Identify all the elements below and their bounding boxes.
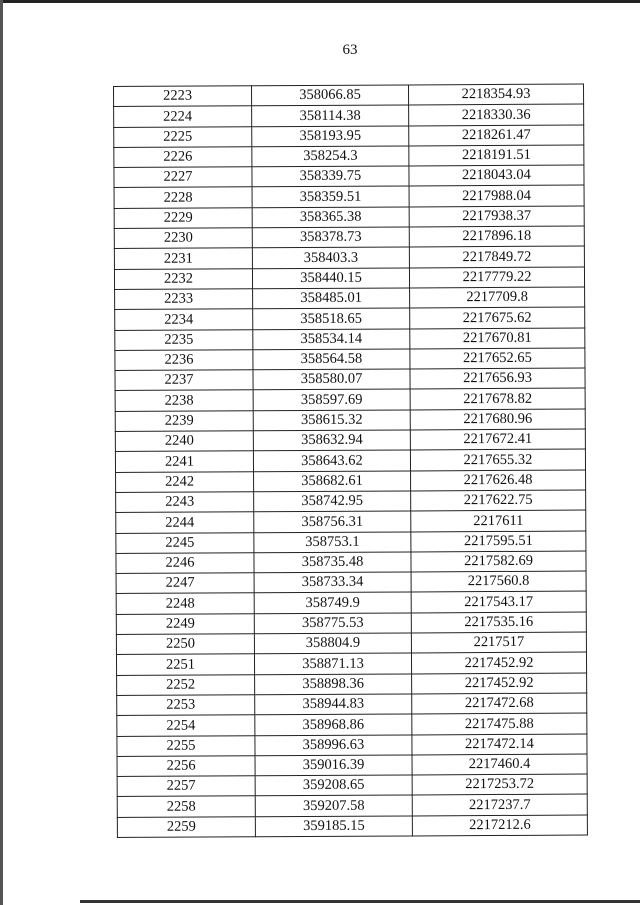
y-coordinate-cell: 2217472.68: [412, 693, 587, 714]
x-coordinate-cell: 358632.94: [253, 430, 410, 451]
x-coordinate-cell: 358114.38: [252, 105, 409, 126]
scan-top-edge: [0, 0, 640, 3]
table-row: [114, 145, 584, 168]
table-row: [115, 348, 585, 371]
table-row: [117, 673, 587, 696]
x-coordinate-cell: 358440.15: [252, 268, 409, 289]
x-coordinate-cell: 358996.63: [255, 734, 412, 755]
x-coordinate-cell: 358403.3: [252, 247, 409, 268]
table-row: [115, 287, 585, 310]
point-id-cell: 2258: [117, 796, 255, 817]
point-id-cell: 2249: [116, 613, 254, 634]
scan-left-edge: [0, 0, 3, 905]
y-coordinate-cell: 2217622.75: [411, 490, 586, 511]
point-id-cell: 2225: [114, 126, 252, 147]
x-coordinate-cell: 358804.9: [254, 633, 411, 654]
y-coordinate-cell: 2217896.18: [409, 226, 584, 247]
point-id-cell: 2246: [116, 553, 254, 574]
table-row: [117, 754, 587, 777]
y-coordinate-cell: 2217678.82: [410, 388, 585, 409]
table-row: [117, 774, 587, 797]
y-coordinate-cell: 2217475.88: [412, 713, 587, 734]
point-id-cell: 2231: [114, 248, 252, 269]
y-coordinate-cell: 2217670.81: [410, 328, 585, 349]
x-coordinate-cell: 358749.9: [254, 592, 411, 613]
table-row: [116, 652, 586, 675]
y-coordinate-cell: 2218191.51: [409, 145, 584, 166]
x-coordinate-cell: 358534.14: [253, 329, 410, 350]
table-row: [114, 125, 584, 148]
table-row: [114, 104, 584, 127]
y-coordinate-cell: 2217535.16: [411, 612, 586, 633]
x-coordinate-cell: 358775.53: [254, 613, 411, 634]
point-id-cell: 2226: [114, 147, 252, 168]
point-id-cell: 2241: [115, 451, 253, 472]
table-row: [116, 612, 586, 635]
table-row: [115, 307, 585, 330]
point-id-cell: 2238: [115, 390, 253, 411]
x-coordinate-cell: 358898.36: [255, 674, 412, 695]
table-row: [117, 693, 587, 716]
table-row: [116, 490, 586, 513]
point-id-cell: 2250: [116, 634, 254, 655]
table-row: [117, 713, 587, 736]
point-id-cell: 2240: [115, 431, 253, 452]
table-row: [116, 571, 586, 594]
x-coordinate-cell: 358365.38: [252, 207, 409, 228]
coordinate-table-body: [114, 84, 588, 837]
x-coordinate-cell: 358359.51: [252, 186, 409, 207]
table-row: [114, 165, 584, 188]
y-coordinate-cell: 2217709.8: [410, 287, 585, 308]
point-id-cell: 2236: [115, 350, 253, 371]
point-id-cell: 2252: [117, 674, 255, 695]
point-id-cell: 2259: [117, 816, 255, 837]
table-row: [114, 246, 584, 269]
x-coordinate-cell: 358518.65: [253, 308, 410, 329]
x-coordinate-cell: 358944.83: [255, 694, 412, 715]
x-coordinate-cell: 358597.69: [253, 389, 410, 410]
table-row: [117, 815, 587, 838]
scan-bottom-edge: [80, 900, 640, 903]
table-row: [116, 531, 586, 554]
x-coordinate-cell: 358756.31: [254, 511, 411, 532]
x-coordinate-cell: 358254.3: [252, 146, 409, 167]
table-row: [116, 510, 586, 533]
x-coordinate-cell: 358733.34: [254, 572, 411, 593]
point-id-cell: 2251: [116, 654, 254, 675]
table-row: [117, 794, 587, 817]
table-row: [114, 226, 584, 249]
point-id-cell: 2248: [116, 593, 254, 614]
point-id-cell: 2234: [115, 309, 253, 330]
y-coordinate-cell: 2218261.47: [409, 125, 584, 146]
y-coordinate-cell: 2217452.92: [412, 673, 587, 694]
y-coordinate-cell: 2217472.14: [412, 734, 587, 755]
point-id-cell: 2257: [117, 776, 255, 797]
x-coordinate-cell: 358682.61: [254, 471, 411, 492]
y-coordinate-cell: 2217656.93: [410, 368, 585, 389]
x-coordinate-cell: 358580.07: [253, 369, 410, 390]
x-coordinate-cell: 358968.86: [255, 714, 412, 735]
point-id-cell: 2243: [116, 492, 254, 513]
point-id-cell: 2247: [116, 573, 254, 594]
point-id-cell: 2255: [117, 735, 255, 756]
table-row: [114, 186, 584, 209]
y-coordinate-cell: 2217452.92: [411, 652, 586, 673]
y-coordinate-cell: 2217560.8: [411, 571, 586, 592]
point-id-cell: 2254: [117, 715, 255, 736]
x-coordinate-cell: 358735.48: [254, 552, 411, 573]
x-coordinate-cell: 358753.1: [254, 531, 411, 552]
y-coordinate-cell: 2217988.04: [409, 186, 584, 207]
x-coordinate-cell: 358742.95: [254, 491, 411, 512]
y-coordinate-cell: 2217779.22: [409, 267, 584, 288]
y-coordinate-cell: 2217652.65: [410, 348, 585, 369]
x-coordinate-cell: 359185.15: [255, 816, 412, 837]
point-id-cell: 2233: [115, 289, 253, 310]
table-row: [114, 206, 584, 229]
table-row: [116, 470, 586, 493]
table-row: [115, 328, 585, 351]
x-coordinate-cell: 358378.73: [252, 227, 409, 248]
y-coordinate-cell: 2218354.93: [408, 84, 583, 105]
point-id-cell: 2253: [117, 695, 255, 716]
y-coordinate-cell: 2217626.48: [411, 470, 586, 491]
point-id-cell: 2224: [114, 106, 252, 127]
table-row: [115, 449, 585, 472]
x-coordinate-cell: 358871.13: [254, 653, 411, 674]
y-coordinate-cell: 2217595.51: [411, 531, 586, 552]
table-row: [116, 632, 586, 655]
y-coordinate-cell: 2218043.04: [409, 165, 584, 186]
x-coordinate-cell: 359016.39: [255, 755, 412, 776]
x-coordinate-cell: 359208.65: [255, 775, 412, 796]
y-coordinate-cell: 2217517: [411, 632, 586, 653]
table-row: [116, 551, 586, 574]
x-coordinate-cell: 358339.75: [252, 166, 409, 187]
x-coordinate-cell: 358193.95: [252, 126, 409, 147]
x-coordinate-cell: 358485.01: [253, 288, 410, 309]
y-coordinate-cell: 2217849.72: [409, 246, 584, 267]
x-coordinate-cell: 358066.85: [252, 85, 409, 106]
table-row: [115, 429, 585, 452]
point-id-cell: 2244: [116, 512, 254, 533]
y-coordinate-cell: 2217212.6: [412, 815, 587, 836]
point-id-cell: 2256: [117, 756, 255, 777]
point-id-cell: 2223: [114, 86, 252, 107]
y-coordinate-cell: 2217675.62: [410, 307, 585, 328]
x-coordinate-cell: 359207.58: [255, 795, 412, 816]
table-row: [117, 734, 587, 757]
y-coordinate-cell: 2217938.37: [409, 206, 584, 227]
table-row: [114, 84, 584, 107]
y-coordinate-cell: 2217543.17: [411, 591, 586, 612]
y-coordinate-cell: 2217611: [411, 510, 586, 531]
point-id-cell: 2239: [115, 411, 253, 432]
table-row: [114, 267, 584, 290]
point-id-cell: 2229: [114, 208, 252, 229]
y-coordinate-cell: 2217460.4: [412, 754, 587, 775]
x-coordinate-cell: 358643.62: [253, 450, 410, 471]
y-coordinate-cell: 2217582.69: [411, 551, 586, 572]
point-id-cell: 2232: [114, 268, 252, 289]
y-coordinate-cell: 2218330.36: [409, 104, 584, 125]
table-row: [115, 388, 585, 411]
y-coordinate-cell: 2217237.7: [412, 794, 587, 815]
page-number: 63: [342, 42, 358, 58]
table-row: [115, 368, 585, 391]
point-id-cell: 2235: [115, 329, 253, 350]
table-row: [116, 591, 586, 614]
point-id-cell: 2245: [116, 532, 254, 553]
y-coordinate-cell: 2217655.32: [410, 449, 585, 470]
y-coordinate-cell: 2217253.72: [412, 774, 587, 795]
x-coordinate-cell: 358564.58: [253, 349, 410, 370]
y-coordinate-cell: 2217680.96: [410, 409, 585, 430]
coordinate-table: [113, 84, 588, 838]
point-id-cell: 2230: [114, 228, 252, 249]
table-row: [115, 409, 585, 432]
point-id-cell: 2228: [114, 187, 252, 208]
point-id-cell: 2237: [115, 370, 253, 391]
point-id-cell: 2227: [114, 167, 252, 188]
y-coordinate-cell: 2217672.41: [410, 429, 585, 450]
point-id-cell: 2242: [116, 471, 254, 492]
x-coordinate-cell: 358615.32: [253, 410, 410, 431]
